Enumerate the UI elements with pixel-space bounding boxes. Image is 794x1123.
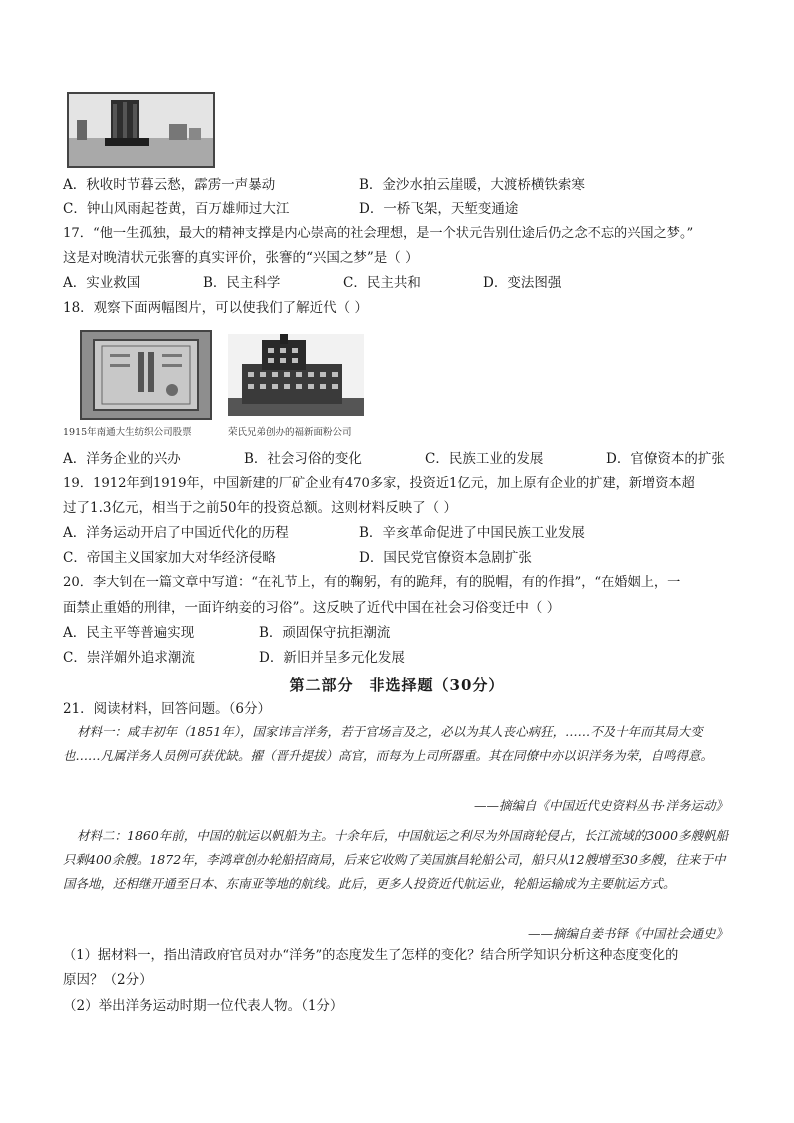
q20-option-c: C．崇洋媚外追求潮流 <box>63 650 195 666</box>
q19-option-a: A．洋务运动开启了中国近代化的历程 <box>63 525 289 541</box>
q20-option-b: B．顽固保守抗拒潮流 <box>259 625 391 641</box>
q17-option-a: A．实业救国 <box>63 275 141 291</box>
ship-illustration <box>69 94 213 166</box>
q19-option-b: B．辛亥革命促进了中国民族工业发展 <box>359 525 585 541</box>
q20-text-line1: 20．李大钊在一篇文章中写道：“在礼节上，有的鞠躬，有的跪拜，有的脱帽，有的作揖”，“在婚姻上，一 <box>63 575 681 590</box>
q21-sub1-line1: （1）据材料一，指出清政府官员对办“洋务”的态度发生了怎样的变化？结合所学知识分析这种态度变化的 <box>63 948 679 963</box>
stock-certificate-photo <box>80 330 212 420</box>
q17-text-line2: 这是对晚清状元张謇的真实评价，张謇的“兴国之梦”是（ ） <box>63 250 419 266</box>
flour-mill-caption: 荣氏兄弟创办的福新面粉公司 <box>228 427 352 438</box>
q21-sub1-line2: 原因？（2分） <box>63 972 153 988</box>
ship-photo <box>67 92 215 168</box>
q21-text: 21．阅读材料，回答问题。（6分） <box>63 701 272 717</box>
q21-source2: ——摘编自姜书铎《中国社会通史》 <box>527 926 728 941</box>
q21-material2: 材料二：1860年前，中国的航运以帆船为主。十余年后，中国航运之利尽为外国商轮侵占，长江流域的3000多艘帆船只剩400余艘。1872年，李鸿章创办轮船招商局，后来它收购了美国旗昌轮船公司，船只从12艘增至30多艘，往来于中国各地，还相继开通至日本、东南亚等地的航线。此后，更多人投资近代航运业，轮船运输成为主要航运方式。 <box>63 828 729 891</box>
q19-option-d: D．国民党官僚资本急剧扩张 <box>359 550 532 566</box>
q19-text-line2: 过了1.3亿元，相当于之前50年的投资总额。这则材料反映了（ ） <box>63 500 457 516</box>
q20-option-d: D．新旧并呈多元化发展 <box>259 650 405 666</box>
q17-option-b: B．民主科学 <box>203 275 281 291</box>
q19-option-c: C．帝国主义国家加大对华经济侵略 <box>63 550 276 566</box>
q21-source1: ——摘编自《中国近代史资料丛书·洋务运动》 <box>474 798 728 813</box>
flour-mill-photo <box>228 334 364 416</box>
q18-option-d: D．官僚资本的扩张 <box>606 451 725 467</box>
q21-sub2: （2）举出洋务运动时期一位代表人物。（1分） <box>63 998 344 1014</box>
q18-option-c: C．民族工业的发展 <box>425 451 544 467</box>
q16-option-c: C．钟山风雨起苍黄，百万雄师过大江 <box>63 201 290 217</box>
q21-material1: 材料一：咸丰初年（1851年），国家讳言洋务，若于官场言及之，必以为其人丧心病狂，……不及十年而其局大变也……凡属洋务人员例可获优缺。擢（晋升提拔）高官，而每为上司所器重。其在同僚中亦以识洋务为荣，自鸣得意。 <box>63 724 714 763</box>
q18-option-b: B．社会习俗的变化 <box>244 451 362 467</box>
q17-text-line1: 17．“他一生孤独，最大的精神支撑是内心崇高的社会理想，是一个状元告别仕途后仍之念不忘的兴国之梦。” <box>63 226 694 241</box>
q16-option-b: B．金沙水拍云崖暖，大渡桥横铁索寒 <box>359 177 585 193</box>
q16-option-a: A．秋收时节暮云愁，霹雳一声暴动 <box>63 177 276 193</box>
part2-heading: 第二部分 非选择题（30分） <box>289 676 505 694</box>
q17-option-d: D．变法图强 <box>483 275 562 291</box>
q18-text: 18．观察下面两幅图片，可以使我们了解近代（ ） <box>63 300 368 316</box>
q16-option-d: D．一桥飞架，天堑变通途 <box>359 201 519 217</box>
q17-option-c: C．民主共和 <box>343 275 421 291</box>
q19-text-line1: 19．1912年到1919年，中国新建的厂矿企业有470多家，投资近1亿元，加上原有企业的扩建，新增资本超 <box>63 476 695 491</box>
stock-certificate-illustration <box>82 332 210 418</box>
q20-option-a: A．民主平等普遍实现 <box>63 625 195 641</box>
q18-option-a: A．洋务企业的兴办 <box>63 451 181 467</box>
q20-text-line2: 面禁止重婚的刑律，一面许纳妾的习俗”。这反映了近代中国在社会习俗变迁中（ ） <box>63 600 561 616</box>
stock-certificate-caption: 1915年南通大生纺织公司股票 <box>63 427 192 438</box>
flour-mill-illustration <box>228 334 364 416</box>
